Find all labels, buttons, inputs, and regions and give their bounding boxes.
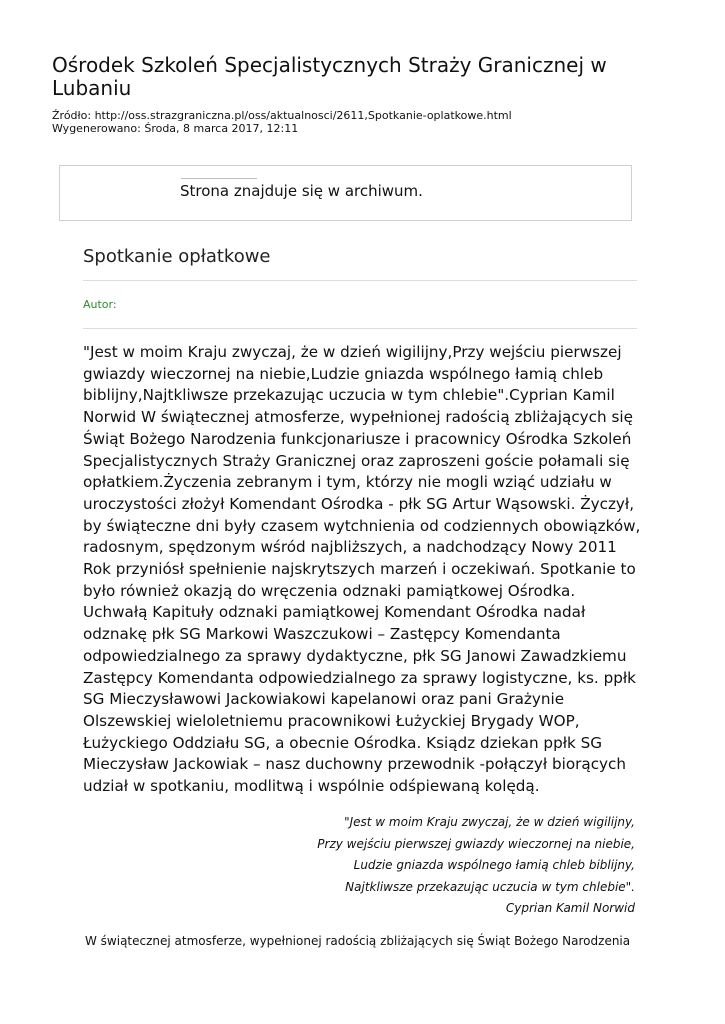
author-label: Autor: (83, 298, 117, 311)
site-title: Ośrodek Szkoleń Specjalistycznych Straży Granicznej w Lubaniu (52, 53, 607, 100)
divider (83, 328, 637, 329)
closing-paragraph: W świątecznej atmosferze, wypełnionej radością zbliżających się Świąt Bożego Narodzenia (85, 934, 631, 948)
poem-line: Najtkliwsze przekazując uczucia w tym chlebie". (345, 879, 635, 894)
archive-divider (181, 178, 257, 179)
divider (83, 280, 637, 281)
poem-line: Przy wejściu pierwszej gwiazdy wieczornej na niebie, (317, 836, 635, 851)
poem-quote (317, 812, 635, 920)
article-title: Spotkanie opłatkowe (83, 246, 271, 267)
article-body: "Jest w moim Kraju zwyczaj, że w dzień wigilijny,Przy wejściu pierwszej gwiazdy wieczornej na niebie,Ludzie gniazda wspólnego łamią chleb biblijny,Najtkliwsze przekazując uczucia w tym chlebie".Cyprian Kamil Norwid W świątecznej atmosferze, wypełnionej radością zbliżających się Świąt Bożego Narodzenia funkcjonariusze i pracownicy Ośrodka Szkoleń Specjalistycznych Straży Granicznej oraz zaproszeni goście połamali się opłatkiem.Życzenia zebranym i tym, którzy nie mogli wziąć udziału w uroczystości złożył Komendant Ośrodka - płk SG Artur Wąsowski. Życzył, by świąteczne dni były czasem wytchnienia od codziennych obowiązków, radosnym, spędzonym wśród najbliższych, a nadchodzący Nowy 2011 Rok przyniósł spełnienie najskrytszych marzeń i oczekiwań. Spotkanie to było również okazją do wręczenia odznaki pamiątkowej Ośrodka. Uchwałą Kapituły odznaki pamiątkowej Komendant Ośrodka nadał odznakę płk SG Markowi Waszczukowi – Zastępcy Komendanta odpowiedzialnego za sprawy dydaktyczne, płk SG Janowi Zawadzkiemu Zastępcy Komendanta odpowiedzialnego za sprawy logistyczne, ks. ppłk SG Mieczysławowi Jackowiakowi kapelanowi oraz pani Grażynie Olszewskiej wieloletniemu pracownikowi Łużyckiej Brygady WOP, Łużyckiego Oddziału SG, a obecnie Ośrodka. Ksiądz dziekan ppłk SG Mieczysław Jackowiak – nasz duchowny przewodnik -połączył biorących udział w spotkaniu, modlitwą i wspólnie odśpiewaną kolędą. (83, 343, 641, 796)
poem-line: "Jest w moim Kraju zwyczaj, że w dzień wigilijny, (344, 815, 635, 829)
poem-line: Ludzie gniazda wspólnego łamią chleb biblijny, (353, 858, 635, 872)
poem-author: Cyprian Kamil Norwid (505, 901, 635, 915)
source-url: Źródło: http://oss.strazgraniczna.pl/oss/aktualnosci/2611,Spotkanie-oplatkowe.html (52, 109, 512, 122)
archive-notice-box (59, 165, 632, 221)
archive-notice: Strona znajduje się w archiwum. (180, 182, 423, 200)
document-meta (52, 109, 692, 135)
generated-date: Wygenerowano: Środa, 8 marca 2017, 12:11 (52, 122, 299, 135)
